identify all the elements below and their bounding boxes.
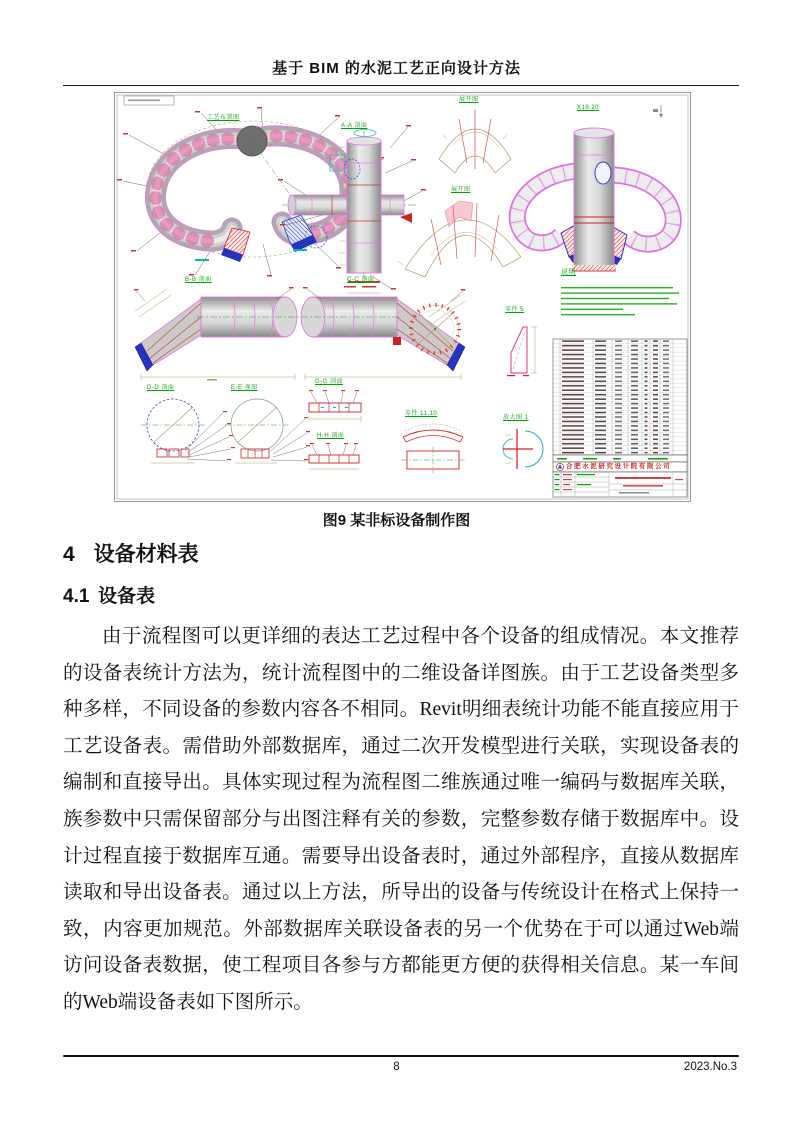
fig-label-detail-1: 放大图 1 [503, 415, 529, 421]
plan-view-drawing [117, 107, 384, 277]
header-rule [63, 85, 739, 86]
fig-label-section-cc: C-C 剖面 [347, 277, 375, 283]
fig-label-section-bb: B-B 剖面 [185, 277, 212, 283]
part-11-10-drawing [401, 424, 465, 473]
fig-label-part-5: 零件 5 [505, 307, 525, 313]
iso-view-drawing [517, 128, 673, 271]
running-head: 基于 BIM 的水泥工艺正向设计方法 [272, 60, 521, 77]
section-hh-drawing [309, 443, 359, 469]
fig-label-section-aa: A-A 剖面 [341, 123, 368, 129]
fig-label-unfold-1: 展开图 [459, 97, 479, 103]
subsection-number: 4.1 [63, 586, 90, 607]
unfold-view-1-drawing [439, 97, 511, 173]
section-number: 4 [63, 543, 75, 566]
section-cc-drawing [301, 287, 466, 380]
cad-drawing-graphic [115, 93, 690, 501]
north-marker-icon [653, 105, 663, 118]
section-heading [63, 541, 739, 569]
fig-label-unfold-2: 展开图 [451, 187, 471, 193]
section-aa-drawing [278, 125, 426, 293]
figure-caption: 图9 某非标设备制作图 [322, 512, 471, 529]
body-paragraph: 由于流程图可以更详细的表达工艺过程中各个设备的组成情况。本文推荐的设备表统计方法为，统计流程图中的二维设备详图族。由于工艺设备类型多种多样，不同设备的参数内容各不相同。Revit明细表统计功能不能直接应用于工艺设备表。需借助外部数据库，通过二次开发模型进行关联，实现设备表的编制和直接导出。具体实现过程为流程图二维族通过唯一编码与数据库关联，族参数中只需保留部分与出图注释有关的参数，完整参数存储于数据库中。设计过程直接于数据库互通。需要导出设备表时，通过外部程序，直接从数据库读取和导出设备表。通过以上方法，所导出的设备与传统设计在格式上保持一致，内容更加规范。外部数据库关联设备表的另一个优势在于可以通过Web端访问设备表数据，使工程项目各参与方都能更方便的获得相关信息。某一车间的Web端设备表如下图所示。 [63, 626, 739, 1013]
notes-lines [561, 287, 679, 315]
fig-label-plan-view: 工艺布置图 [207, 115, 240, 121]
detail-1-drawing [503, 429, 543, 469]
section-title: 设备材料表 [93, 543, 199, 566]
subsection-title: 设备表 [97, 586, 155, 607]
section-gg-drawing [309, 390, 361, 422]
unfold-view-2-drawing [398, 201, 528, 277]
fig-label-section-hh: H-H 剖面 [317, 433, 345, 439]
fig-company-name: 合肥水泥研究设计院有限公司 [566, 463, 672, 470]
company-logo-icon [556, 463, 563, 470]
fig-label-view-ee: E-E 视图 [231, 385, 258, 391]
part-5-drawing [507, 327, 537, 376]
fig-label-iso-view: X19.20 [577, 105, 600, 111]
footer-issue: 2023.No.3 [683, 1061, 737, 1073]
footer-rule [63, 1055, 739, 1057]
fig-label-part-11-10: 零件 11.10 [405, 411, 438, 417]
page-number: 8 [393, 1061, 400, 1073]
fig-label-notes-title: 说明 [561, 269, 576, 276]
figure-9-cad-drawing [114, 92, 691, 502]
fig-label-section-gg: G-G 剖面 [315, 379, 343, 385]
view-reference-box [124, 96, 174, 105]
section-bb-drawing [134, 287, 299, 381]
view-ee-drawing [225, 399, 310, 463]
text-section [63, 541, 739, 1022]
parts-table [553, 339, 687, 497]
section-dd-drawing [141, 399, 235, 463]
fig-label-section-dd: D-D 剖面 [147, 385, 175, 391]
subsection-heading [63, 584, 739, 610]
